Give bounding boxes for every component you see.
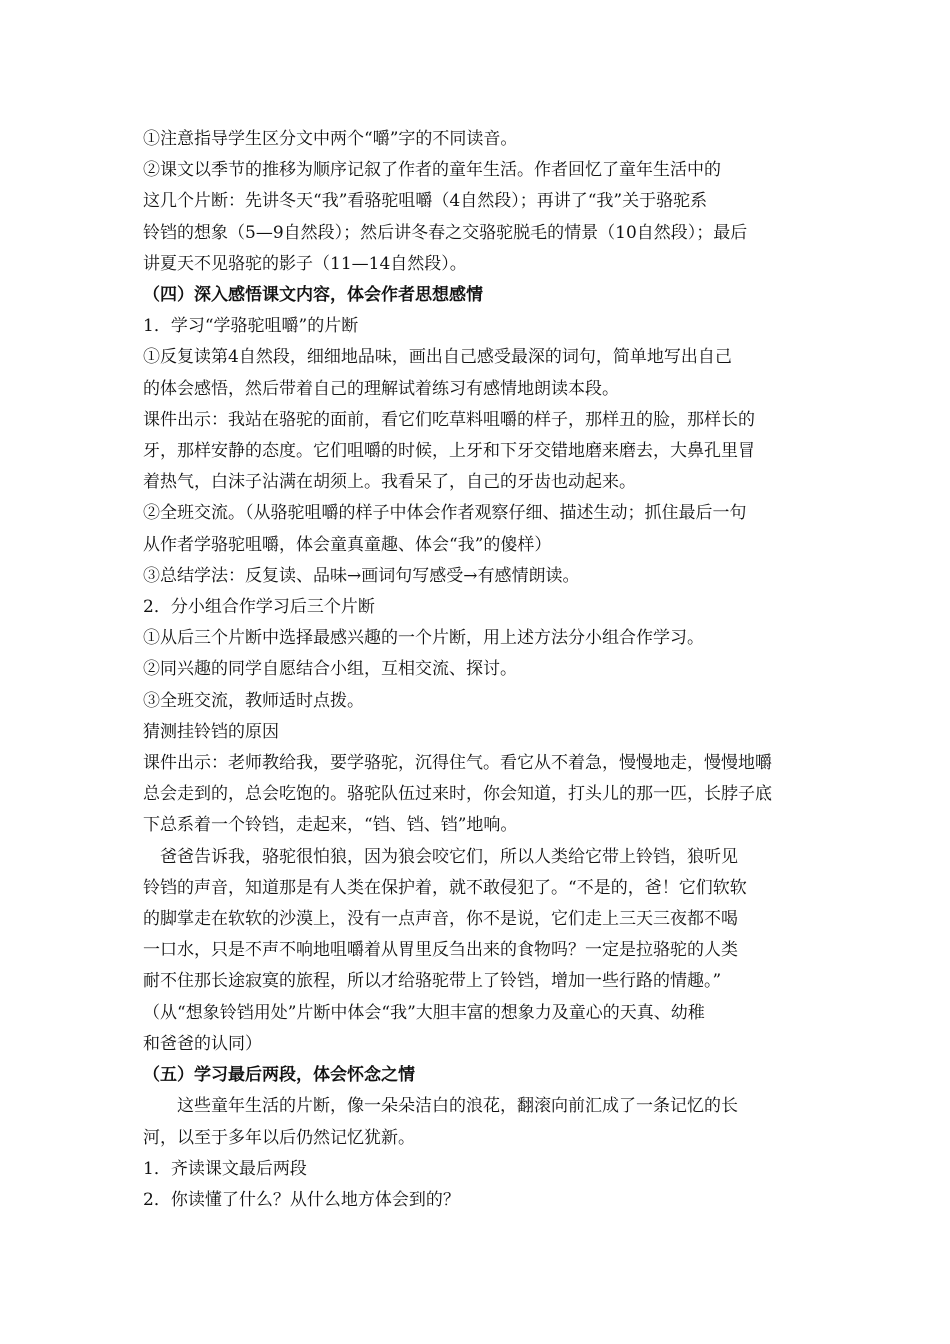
text-line: 着热气，白沫子沾满在胡须上。我看呆了，自己的牙齿也动起来。	[143, 472, 636, 493]
text-line: ①从后三个片断中选择最感兴趣的一个片断，用上述方法分小组合作学习。	[143, 628, 704, 649]
text-line: 下总系着一个铃铛，走起来，“铛、铛、铛”地响。	[143, 815, 518, 836]
text-line: 铃铛的想象（5—9自然段）；然后讲冬春之交骆驼脱毛的情景（10自然段）；最后	[143, 222, 748, 243]
subheading: 2．分小组合作学习后三个片断	[143, 597, 375, 618]
text-line: 的脚掌走在软软的沙漠上，没有一点声音，你不是说，它们走上三天三夜都不喝	[143, 909, 738, 930]
text-line: 铃铛的声音，知道那是有人类在保护着，就不敢侵犯了。“不是的，爸！它们软软	[143, 877, 747, 898]
text-line: 总会走到的，总会吃饱的。骆驼队伍过来时，你会知道，打头儿的那一匹，长脖子底	[143, 784, 772, 805]
subheading: 2．你读懂了什么？从什么地方体会到的？	[143, 1189, 460, 1210]
text-line: 讲夏天不见骆驼的影子（11—14自然段）。	[143, 253, 467, 274]
subheading: 1．齐读课文最后两段	[143, 1158, 307, 1179]
text-line: 课件出示：我站在骆驼的面前，看它们吃草料咀嚼的样子，那样丑的脸，那样长的	[143, 409, 755, 430]
section-heading: （五）学习最后两段，体会怀念之情	[143, 1065, 415, 1086]
text-line: 和爸爸的认同）	[143, 1033, 262, 1054]
text-line: ①注意指导学生区分文中两个“嚼”字的不同读音。	[143, 129, 518, 149]
text-line: 爸爸告诉我，骆驼很怕狼，因为狼会咬它们，所以人类给它带上铃铛，狼听见	[160, 846, 738, 867]
text-line: ③总结学法：反复读、品味→画词句写感受→有感情朗读。	[143, 565, 580, 586]
text-line: 牙，那样安静的态度。它们咀嚼的时候，上牙和下牙交错地磨来磨去，大鼻孔里冒	[143, 441, 755, 462]
text-line: 耐不住那长途寂寞的旅程，所以才给骆驼带上了铃铛，增加一些行路的情趣。”	[143, 971, 722, 992]
text-line: 课件出示：老师教给我，要学骆驼，沉得住气。看它从不着急，慢慢地走，慢慢地嚼	[143, 753, 772, 774]
text-line: ②课文以季节的推移为顺序记叙了作者的童年生活。作者回忆了童年生活中的	[143, 160, 721, 181]
text-line: 河，以至于多年以后仍然记忆犹新。	[143, 1127, 415, 1148]
text-line: ③全班交流，教师适时点拨。	[143, 690, 364, 711]
text-line: 猜测挂铃铛的原因	[143, 721, 279, 742]
text-line: 这几个片断：先讲冬天“我”看骆驼咀嚼（4自然段）；再讲了“我”关于骆驼系	[143, 191, 708, 212]
text-line: 的体会感悟，然后带着自己的理解试着练习有感情地朗读本段。	[143, 378, 619, 399]
text-line: ①反复读第4自然段，细细地品味，画出自己感受最深的词句，简单地写出自己	[143, 347, 732, 368]
document-body	[143, 124, 811, 1216]
text-line: 这些童年生活的片断，像一朵朵洁白的浪花，翻滚向前汇成了一条记忆的长	[177, 1096, 738, 1117]
text-line: ②同兴趣的同学自愿结合小组，互相交流、探讨。	[143, 659, 517, 680]
subheading: 1．学习“学骆驼咀嚼”的片断	[143, 316, 359, 337]
text-line: ②全班交流。（从骆驼咀嚼的样子中体会作者观察仔细、描述生动；抓住最后一句	[143, 503, 747, 524]
text-line: （从“想象铃铛用处”片断中体会“我”大胆丰富的想象力及童心的天真、幼稚	[143, 1002, 705, 1023]
text-line: 一口水，只是不声不响地咀嚼着从胃里反刍出来的食物吗？一定是拉骆驼的人类	[143, 940, 738, 961]
section-heading: （四）深入感悟课文内容，体会作者思想感情	[143, 285, 483, 306]
text-line: 从作者学骆驼咀嚼，体会童真童趣、体会“我”的傻样）	[143, 534, 552, 555]
